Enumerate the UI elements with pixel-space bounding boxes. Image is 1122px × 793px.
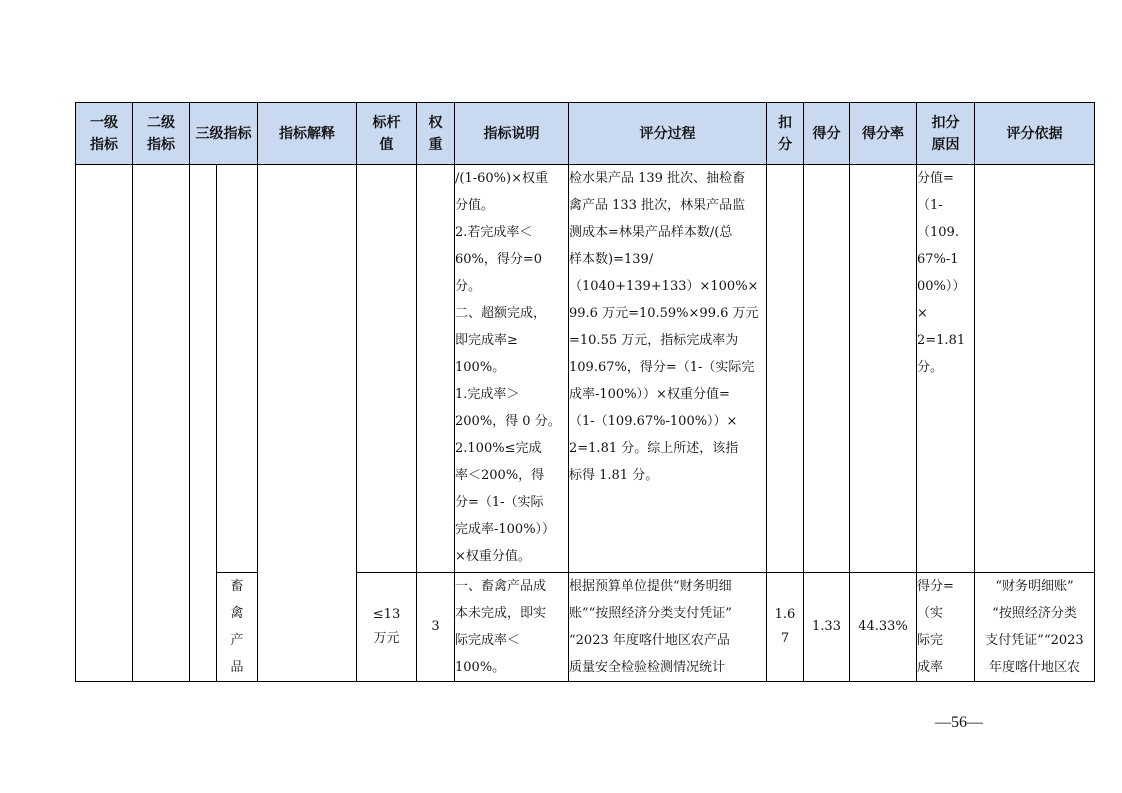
header-level3: 三级指标 xyxy=(190,103,258,165)
header-weight: 权 重 xyxy=(417,103,455,165)
reason-cell: 得分= （实 际完 成率 xyxy=(917,573,975,682)
rate-cell xyxy=(850,165,917,573)
table-row xyxy=(76,573,1095,682)
header-row xyxy=(76,103,1095,165)
table-row xyxy=(76,165,1095,573)
score-cell: 1.33 xyxy=(804,573,850,682)
explanation-cell xyxy=(258,165,357,682)
weight-cell xyxy=(417,165,455,573)
level1-cell xyxy=(76,165,133,682)
description-cell: /(1-60%)×权重 分值。 2.若完成率＜ 60%，得分=0 分。 二、超额完成， 即完成率≥ 100%。 1.完成率＞ 200%，得 0 分。 2.100%≤完成 率＜200%，得 分=（1-（实际 完成率-100%）） ×权重分值。 xyxy=(455,165,569,573)
benchmark-cell: ≤13 万元 xyxy=(357,573,417,682)
page-number: —56— xyxy=(935,714,983,731)
process-cell: 检水果产品 139 批次、抽检畜 禽产品 133 批次，林果产品监 测成本=林果产品样本数/(总 样本数)=139/ （1040+139+133）×100%× 99.6 万元=10.59%×99.6 万元 =10.55 万元，指标完成率为 109.67%，得分=（1-（实际完 成率-100%））×权重分值= （1-（109.67%-100%））× 2=1.81 分。综上所述，该指 标得 1.81 分。 xyxy=(569,165,767,573)
level3-spacer-cell xyxy=(190,165,217,682)
header-benchmark: 标杆 值 xyxy=(357,103,417,165)
header-process: 评分过程 xyxy=(569,103,767,165)
header-basis: 评分依据 xyxy=(975,103,1095,165)
header-level2: 二级 指标 xyxy=(133,103,190,165)
score-cell xyxy=(804,165,850,573)
weight-cell: 3 xyxy=(417,573,455,682)
header-description: 指标说明 xyxy=(455,103,569,165)
process-cell: 根据预算单位提供“财务明细 账”“按照经济分类支付凭证” “2023 年度喀什地区农产品 质量安全检验检测情况统计 xyxy=(569,573,767,682)
deduct-cell: 1.6 7 xyxy=(767,573,804,682)
header-rate: 得分率 xyxy=(850,103,917,165)
level2-cell xyxy=(133,165,190,682)
basis-cell: “财务明细账” “按照经济分类 支付凭证”“2023 年度喀什地区农 xyxy=(975,573,1095,682)
header-level1: 一级 指标 xyxy=(76,103,133,165)
level3-cell: 畜 禽 产 品 xyxy=(217,573,258,682)
deduct-cell xyxy=(767,165,804,573)
header-explanation: 指标解释 xyxy=(258,103,357,165)
rate-cell: 44.33% xyxy=(850,573,917,682)
basis-cell xyxy=(975,165,1095,573)
header-score: 得分 xyxy=(804,103,850,165)
header-deduct: 扣 分 xyxy=(767,103,804,165)
header-reason: 扣分 原因 xyxy=(917,103,975,165)
level3-cell xyxy=(217,165,258,573)
description-cell: 一、畜禽产品成 本未完成，即实 际完成率＜ 100%。 xyxy=(455,573,569,682)
evaluation-table xyxy=(75,102,1095,682)
reason-cell: 分值= （1- （109. 67%-1 00%）） × 2=1.81 分。 xyxy=(917,165,975,573)
benchmark-cell xyxy=(357,165,417,573)
